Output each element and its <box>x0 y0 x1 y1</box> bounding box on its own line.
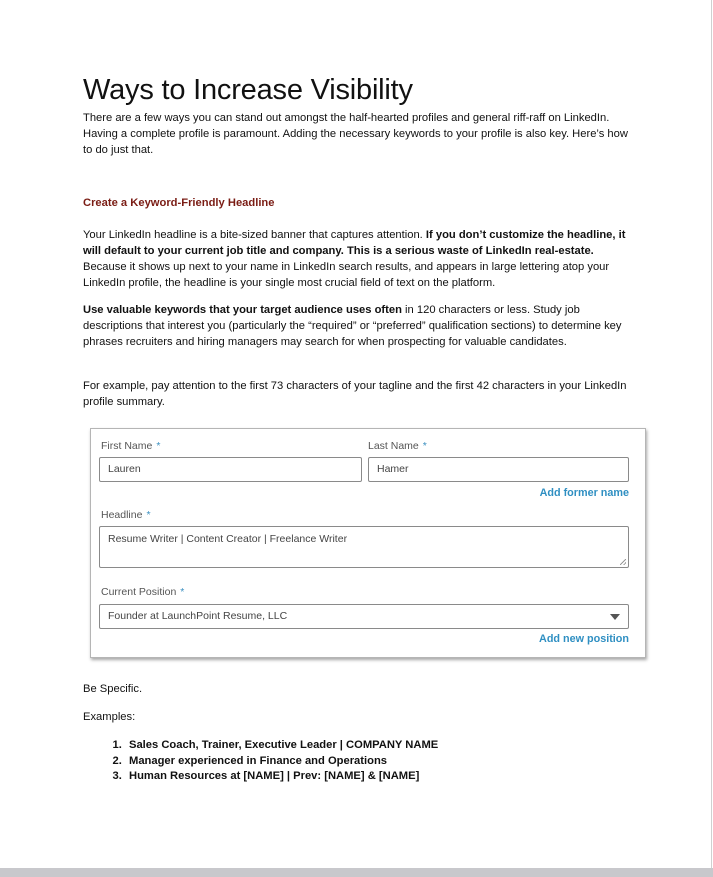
headline-label-text: Headline <box>101 509 143 521</box>
p1-text: Your LinkedIn headline is a bite-sized banner that captures attention. <box>83 229 426 241</box>
p1-text-end: Because it shows up next to your name in LinkedIn search results, and appears in large lettering atop your LinkedIn profile, the headline is your single most crucial field of text on the platform. <box>83 261 610 289</box>
required-mark: * <box>146 509 151 521</box>
p1-bold-text: If you don’t customize the headline, it will default to your current job title and company. This is a serious waste of LinkedIn real-estate. <box>83 229 626 257</box>
headline-label <box>101 509 151 521</box>
resize-grip-icon[interactable] <box>620 559 626 565</box>
chevron-down-icon <box>610 614 620 620</box>
linkedin-profile-form-screenshot <box>90 428 646 658</box>
page-bottom-edge <box>0 868 713 877</box>
list-item: 2. Manager experienced in Finance and Operations <box>125 754 438 770</box>
be-specific-text: Be Specific. <box>83 683 143 695</box>
list-item: 1. Sales Coach, Trainer, Executive Leader | COMPANY NAME <box>125 738 438 754</box>
current-position-label <box>101 586 184 598</box>
last-name-label <box>368 440 427 452</box>
current-position-value: Founder at LaunchPoint Resume, LLC <box>108 610 288 622</box>
first-name-input[interactable]: Lauren <box>99 457 362 482</box>
required-mark: * <box>180 586 185 598</box>
p2-bold-text: Use valuable keywords that your target audience uses often <box>83 304 402 316</box>
add-former-name-link[interactable]: Add former name <box>539 487 629 499</box>
last-name-label-text: Last Name <box>368 440 419 452</box>
list-item: 3. Human Resources at [NAME] | Prev: [NAME] & [NAME] <box>125 769 438 785</box>
last-name-input[interactable]: Hamer <box>368 457 629 482</box>
section-heading: Create a Keyword-Friendly Headline <box>83 197 275 209</box>
page-title: Ways to Increase Visibility <box>83 74 413 106</box>
headline-textarea[interactable] <box>99 526 629 568</box>
current-position-label-text: Current Position <box>101 586 177 598</box>
p2-text: in 120 characters or less. Study job descriptions that interest you (particularly the “required” or “preferred” qualification sections) to determine key phrases recruiters and hiring managers may search for when prospecting for valuable candidates. <box>83 304 622 348</box>
examples-label: Examples: <box>83 711 136 723</box>
required-mark: * <box>156 440 161 452</box>
paragraph-keywords <box>83 302 631 350</box>
paragraph-example: For example, pay attention to the first 73 characters of your tagline and the first 42 characters in your LinkedIn profile summary. <box>83 380 627 408</box>
intro-paragraph: There are a few ways you can stand out amongst the half-hearted profiles and general riff-raff on LinkedIn. Having a complete profile is paramount. Adding the necessary keywords to your profile is also key. Here’s how to do just that. <box>83 112 628 156</box>
current-position-select[interactable] <box>99 604 629 629</box>
first-name-label-text: First Name <box>101 440 153 452</box>
first-name-label <box>101 440 160 452</box>
examples-list <box>83 738 438 785</box>
paragraph-headline-intro <box>83 227 631 291</box>
headline-value: Resume Writer | Content Creator | Freelance Writer <box>108 533 348 545</box>
add-new-position-link[interactable]: Add new position <box>539 633 629 645</box>
required-mark: * <box>422 440 427 452</box>
